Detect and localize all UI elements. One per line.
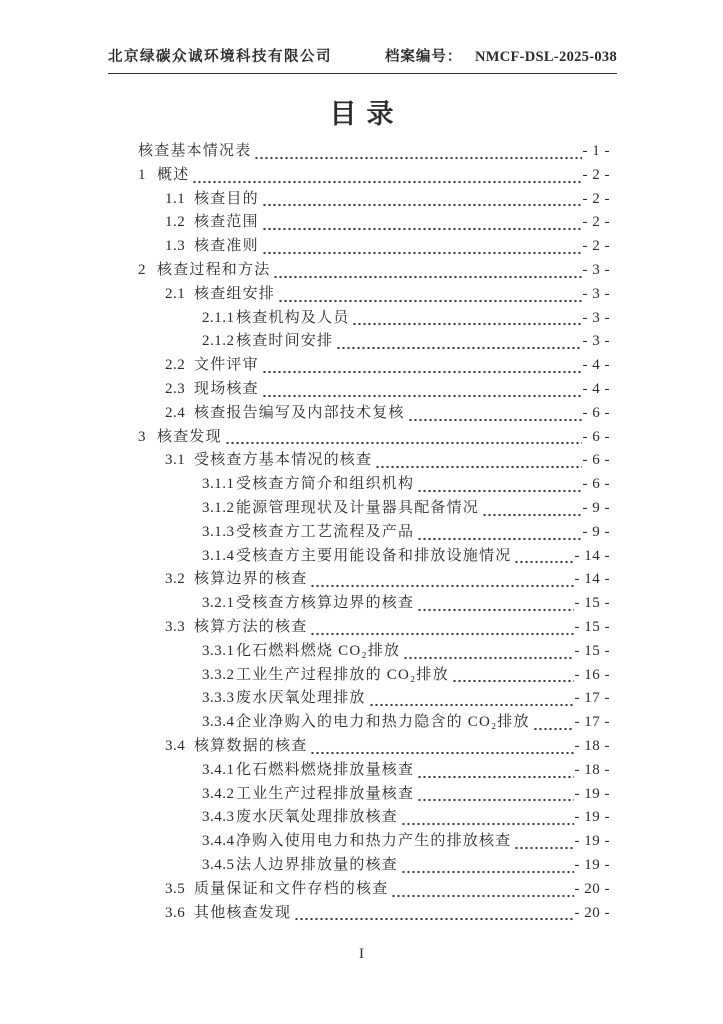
toc-entry xyxy=(138,210,610,234)
toc-entry-page: - 19 - xyxy=(574,856,610,873)
toc-entry xyxy=(138,639,610,663)
dot-leader xyxy=(310,576,573,591)
toc-entry xyxy=(138,734,610,758)
toc-entry-title: 核查过程和方法 xyxy=(157,261,271,278)
toc-entry xyxy=(138,329,610,353)
dot-leader xyxy=(225,433,582,448)
dot-leader xyxy=(391,886,573,901)
toc-entry xyxy=(138,496,610,520)
toc-entry-number: 1 xyxy=(138,166,146,183)
toc-entry-page: - 1 - xyxy=(582,143,610,159)
toc-entry-title: 法人边界排放量的核查 xyxy=(236,856,399,873)
dot-leader xyxy=(192,172,581,187)
toc-entry-page: - 9 - xyxy=(582,499,610,516)
dot-leader xyxy=(278,291,581,306)
dot-leader xyxy=(482,505,581,520)
toc-entry-page: - 19 - xyxy=(574,833,610,850)
toc-entry-title: 核查时间安排 xyxy=(236,333,334,350)
toc-entry-page: - 9 - xyxy=(582,523,610,540)
toc-entry-number: 2.3 xyxy=(165,380,186,397)
toc-entry-number: 3.3.2 xyxy=(202,666,235,683)
toc-entry-number: 3.4.1 xyxy=(202,761,235,778)
toc-entry-number: 3.3.3 xyxy=(202,690,235,707)
file-number-label: 档案编号： xyxy=(384,49,463,65)
toc-entry-number: 3.2.1 xyxy=(202,595,235,612)
toc-entry-title: 文件评审 xyxy=(194,357,259,374)
toc-entry-title: 能源管理现状及计量器具配备情况 xyxy=(236,499,480,516)
toc-entry-title: 工业生产过程排放量核查 xyxy=(236,785,415,802)
toc-entry xyxy=(138,663,610,687)
toc-entry-title: 核算边界的核查 xyxy=(194,571,308,588)
dot-leader xyxy=(254,148,581,163)
toc-list xyxy=(138,139,610,924)
toc-entry-number: 3.5 xyxy=(165,880,186,897)
toc-entry-page: - 20 - xyxy=(574,880,610,897)
toc-entry-page: - 6 - xyxy=(582,404,610,421)
toc-entry-title: 核查机构及人员 xyxy=(236,309,350,326)
dot-leader xyxy=(336,338,581,353)
toc-entry xyxy=(138,187,610,211)
toc-entry-title: 核查准则 xyxy=(194,238,259,255)
toc-entry-title: 质量保证和文件存档的核查 xyxy=(194,880,389,897)
toc-entry-page: - 15 - xyxy=(574,595,610,612)
toc-entry-number: 3.1.1 xyxy=(202,476,235,493)
toc-entry-title: 废水厌氧处理排放 xyxy=(236,690,366,707)
toc-entry-page: - 3 - xyxy=(582,333,610,350)
toc-entry-page: - 2 - xyxy=(582,238,610,255)
toc-entry-title: 化石燃料燃烧 CO₂排放 xyxy=(236,642,401,659)
dot-leader xyxy=(273,267,581,282)
dot-leader xyxy=(294,909,573,924)
toc-entry-title: 核查发现 xyxy=(157,428,222,445)
toc-entry-number: 1.3 xyxy=(165,238,186,255)
dot-leader xyxy=(514,838,573,853)
toc-entry-page: - 2 - xyxy=(582,214,610,231)
toc-entry-title: 核查组安排 xyxy=(194,285,276,302)
toc-entry-number: 2.2 xyxy=(165,357,186,374)
toc-entry-page: - 2 - xyxy=(582,166,610,183)
toc-entry-number: 3.6 xyxy=(165,904,186,921)
toc-entry-title: 概述 xyxy=(157,166,190,183)
toc-entry-title: 工业生产过程排放的 CO₂排放 xyxy=(236,666,449,683)
toc-entry-page: - 19 - xyxy=(574,785,610,802)
toc-entry xyxy=(138,567,610,591)
toc-entry xyxy=(138,782,610,806)
toc-entry xyxy=(138,591,610,615)
dot-leader xyxy=(310,624,573,639)
page-header xyxy=(108,45,617,74)
toc-page-title: 目录 xyxy=(329,99,404,129)
toc-entry-number: 3.1 xyxy=(165,452,186,469)
toc-entry-number: 3.4.3 xyxy=(202,809,235,826)
toc-entry-title: 核算数据的核查 xyxy=(194,737,308,754)
toc-entry-page: - 20 - xyxy=(574,904,610,921)
dot-leader xyxy=(375,457,581,472)
toc-entry-number: 3.3.4 xyxy=(202,714,235,731)
page-footer xyxy=(0,946,723,963)
toc-entry xyxy=(138,710,610,734)
toc-entry-title: 受核查方核算边界的核查 xyxy=(236,595,415,612)
toc-entry xyxy=(138,805,610,829)
file-number-value: NMCF-DSL-2025-038 xyxy=(474,49,617,65)
toc-entry-page: - 16 - xyxy=(574,666,610,683)
toc-entry-title: 核查报告编写及内部技术复核 xyxy=(194,404,405,421)
dot-leader xyxy=(403,648,573,663)
toc-entry-title: 净购入使用电力和热力产生的排放核查 xyxy=(236,833,512,850)
toc-entry-title: 受核查方工艺流程及产品 xyxy=(236,523,415,540)
toc-entry-number: 3.2 xyxy=(165,571,186,588)
dot-leader xyxy=(417,790,573,805)
toc-entry-title: 其他核查发现 xyxy=(194,904,292,921)
toc-entry-title: 受核查方主要用能设备和排放设施情况 xyxy=(236,547,512,564)
file-number-group xyxy=(385,45,617,66)
toc-entry-title: 核查基本情况表 xyxy=(138,143,252,159)
dot-leader xyxy=(262,362,582,377)
toc-entry-page: - 6 - xyxy=(582,476,610,493)
toc-entry-number: 3 xyxy=(138,428,146,445)
toc-entry xyxy=(138,520,610,544)
toc-entry-number: 2.1.2 xyxy=(202,333,235,350)
toc-entry-page: - 3 - xyxy=(582,261,610,278)
toc-entry xyxy=(138,353,610,377)
toc-entry-page: - 2 - xyxy=(582,190,610,207)
toc-entry xyxy=(138,306,610,330)
dot-leader xyxy=(352,314,581,329)
toc-entry-page: - 15 - xyxy=(574,618,610,635)
dot-leader xyxy=(533,719,574,734)
dot-leader xyxy=(417,767,573,782)
toc-entry xyxy=(138,282,610,306)
dot-leader xyxy=(417,481,581,496)
toc-entry-title: 废水厌氧处理排放核查 xyxy=(236,809,399,826)
toc-entry-number: 3.1.3 xyxy=(202,523,235,540)
toc-entry-title: 化石燃料燃烧排放量核查 xyxy=(236,761,415,778)
toc-entry-page: - 6 - xyxy=(582,452,610,469)
company-name: 北京绿碳众诚环境科技有限公司 xyxy=(108,49,332,65)
toc-entry-page: - 17 - xyxy=(574,690,610,707)
toc-entry-page: - 4 - xyxy=(582,357,610,374)
toc-entry-title: 受核查方简介和组织机构 xyxy=(236,476,415,493)
toc-entry-number: 3.4.4 xyxy=(202,833,235,850)
toc-entry xyxy=(138,829,610,853)
toc-entry xyxy=(138,901,610,925)
toc-entry-page: - 14 - xyxy=(574,571,610,588)
toc-entry-number: 2.4 xyxy=(165,404,186,421)
toc-entry xyxy=(138,234,610,258)
dot-leader xyxy=(262,243,582,258)
toc-entry-page: - 18 - xyxy=(574,761,610,778)
toc-entry xyxy=(138,615,610,639)
dot-leader xyxy=(417,600,573,615)
toc-entry xyxy=(138,377,610,401)
toc-entry-number: 3.1.4 xyxy=(202,547,235,564)
toc-entry-page: - 18 - xyxy=(574,737,610,754)
toc-entry xyxy=(138,686,610,710)
toc-entry-page: - 4 - xyxy=(582,380,610,397)
toc-entry-title: 核查范围 xyxy=(194,214,259,231)
dot-leader xyxy=(417,529,581,544)
toc-entry-number: 3.4 xyxy=(165,737,186,754)
toc-entry xyxy=(138,877,610,901)
toc-entry-page: - 14 - xyxy=(574,547,610,564)
dot-leader xyxy=(262,219,582,234)
dot-leader xyxy=(310,743,573,758)
toc-entry-page: - 6 - xyxy=(582,428,610,445)
toc-entry-number: 3.3.1 xyxy=(202,642,235,659)
toc-entry-title: 现场核查 xyxy=(194,380,259,397)
dot-leader xyxy=(262,386,582,401)
toc-entry-number: 1.2 xyxy=(165,214,186,231)
dot-leader xyxy=(369,695,574,710)
toc-entry-number: 2.1.1 xyxy=(202,309,235,326)
toc-entry-title: 企业净购入的电力和热力隐含的 CO₂排放 xyxy=(236,714,530,731)
toc-entry xyxy=(138,258,610,282)
toc-entry-page: - 3 - xyxy=(582,285,610,302)
toc-entry-number: 1.1 xyxy=(165,190,186,207)
dot-leader xyxy=(408,410,582,425)
toc-entry xyxy=(138,544,610,568)
footer-page-number: I xyxy=(359,946,364,962)
dot-leader xyxy=(401,862,573,877)
toc-entry-page: - 19 - xyxy=(574,809,610,826)
toc-entry-title: 受核查方基本情况的核查 xyxy=(194,452,373,469)
toc-entry-title: 核查目的 xyxy=(194,190,259,207)
dot-leader xyxy=(262,195,582,210)
toc-entry-page: - 15 - xyxy=(574,642,610,659)
toc-entry-page: - 3 - xyxy=(582,309,610,326)
dot-leader xyxy=(452,671,574,686)
toc-entry-number: 2.1 xyxy=(165,285,186,302)
toc-entry-number: 3.3 xyxy=(165,618,186,635)
toc-entry xyxy=(138,139,610,163)
dot-leader xyxy=(401,814,573,829)
toc-entry-number: 2 xyxy=(138,261,146,278)
toc-entry-number: 3.4.2 xyxy=(202,785,235,802)
toc-entry xyxy=(138,425,610,449)
toc-entry xyxy=(138,758,610,782)
toc-entry-number: 3.4.5 xyxy=(202,856,235,873)
toc-entry xyxy=(138,853,610,877)
toc-entry-title: 核算方法的核查 xyxy=(194,618,308,635)
dot-leader xyxy=(514,552,573,567)
toc-entry xyxy=(138,448,610,472)
toc-entry xyxy=(138,163,610,187)
toc-entry xyxy=(138,472,610,496)
toc-entry-number: 3.1.2 xyxy=(202,499,235,516)
toc-entry xyxy=(138,401,610,425)
toc-entry-page: - 17 - xyxy=(574,714,610,731)
